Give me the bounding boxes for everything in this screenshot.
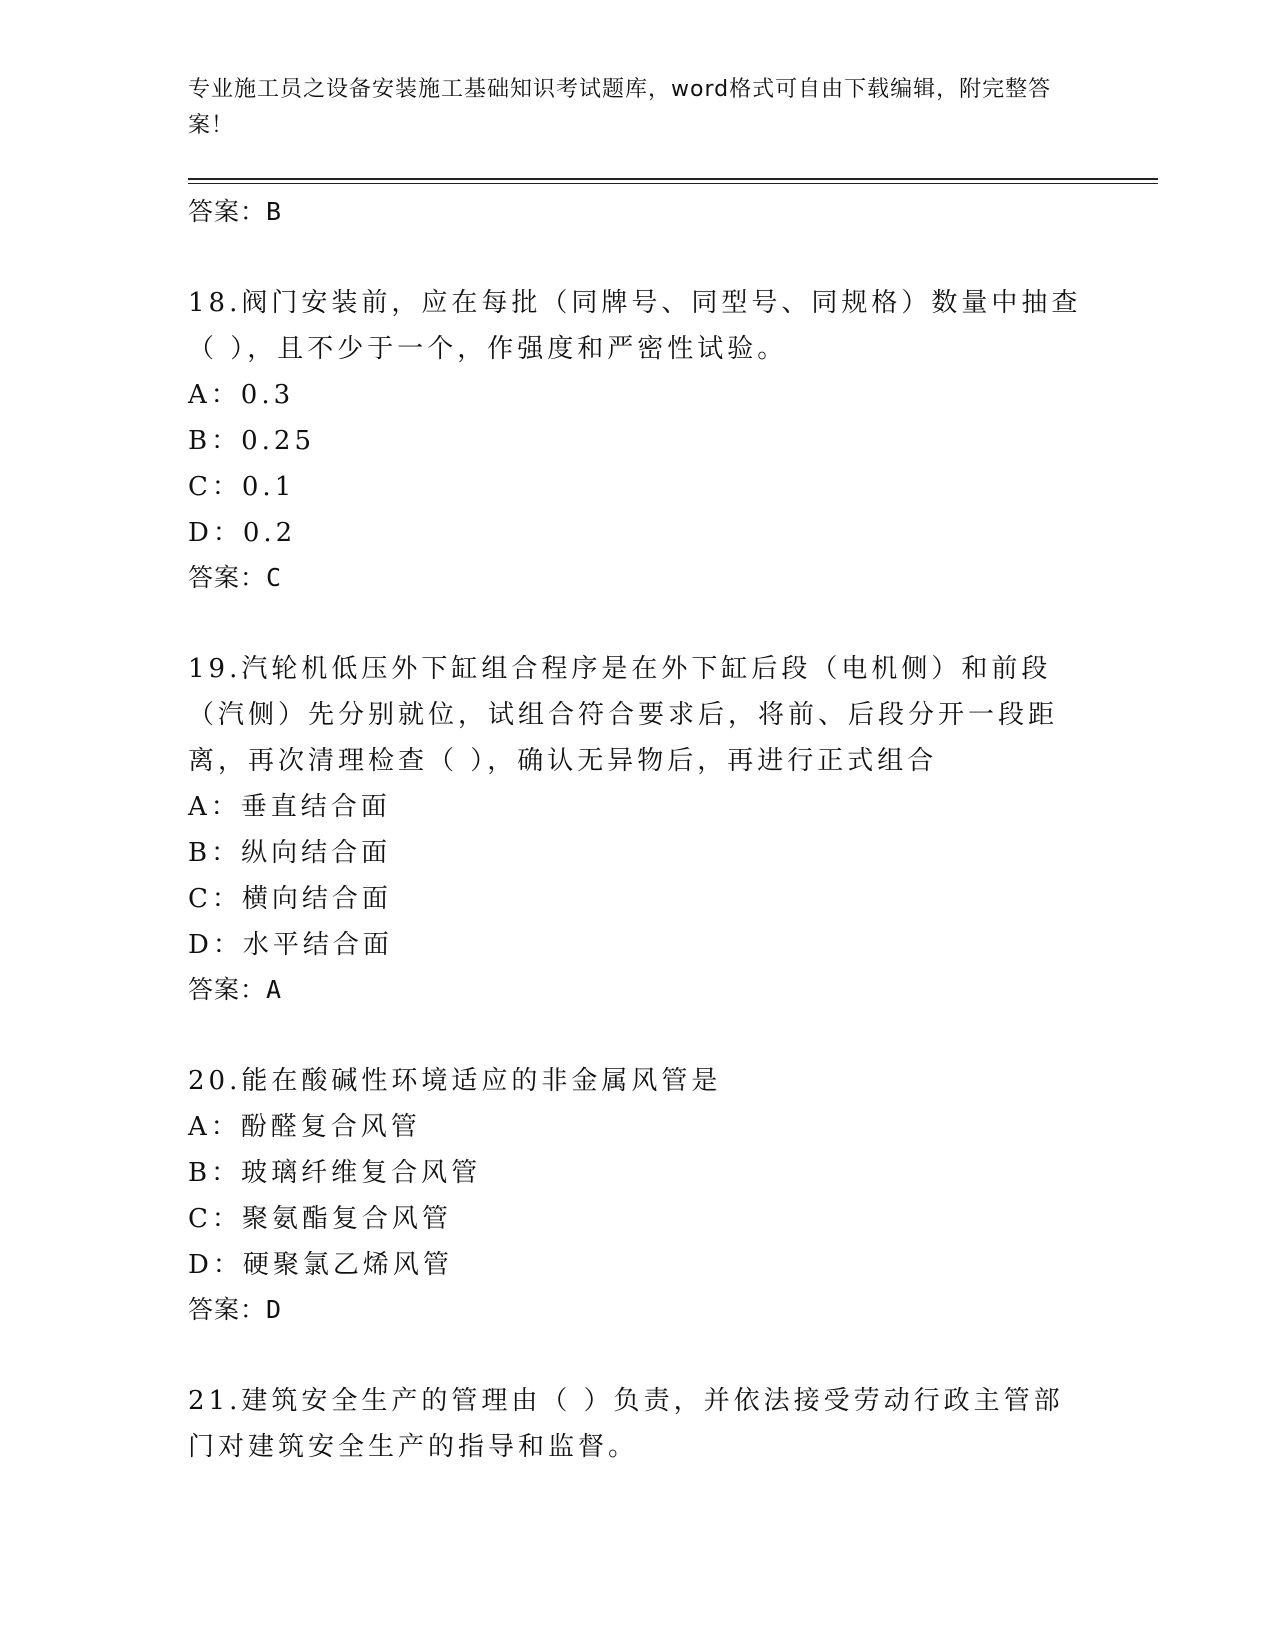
answer-line (188, 1288, 1088, 1332)
question-list (188, 190, 1088, 1470)
option-b: B：玻璃纤维复合风管 (188, 1158, 482, 1188)
option-d: D：0.2 (188, 518, 297, 548)
question-item (188, 280, 1088, 600)
option-c: C：0.1 (188, 472, 296, 502)
answer-label: 答案： (188, 975, 267, 1004)
question-item (188, 646, 1088, 1012)
answer-line (188, 968, 1088, 1012)
option-d: D：水平结合面 (188, 930, 393, 960)
question-text: 19.汽轮机低压外下缸组合程序是在外下缸后段（电机侧）和前段（汽侧）先分别就位，试组合符合要求后，将前、后段分开一段距离，再次清理检查（ ），确认无异物后，再进行正式组合 (188, 654, 1059, 776)
header-divider (188, 178, 1158, 180)
question-text: 18.阀门安装前，应在每批（同牌号、同型号、同规格）数量中抽查（ ），且不少于一个，作强度和严密性试验。 (188, 288, 1082, 364)
option-c: C：聚氨酯复合风管 (188, 1204, 452, 1234)
option-a: A：垂直结合面 (188, 792, 391, 822)
option-c: C：横向结合面 (188, 884, 392, 914)
question-item (188, 1058, 1088, 1332)
answer-line (188, 556, 1088, 600)
document-header: 专业施工员之设备安装施工基础知识考试题库，word格式可自由下载编辑，附完整答案！ (188, 77, 1052, 138)
question-text: 20.能在酸碱性环境适应的非金属风管是 (188, 1066, 722, 1096)
option-b: B：0.25 (188, 426, 315, 456)
option-d: D：硬聚氯乙烯风管 (188, 1250, 453, 1280)
answer-line (188, 190, 1088, 234)
option-b: B：纵向结合面 (188, 838, 392, 868)
answer-value: B (266, 197, 283, 226)
answer-label: 答案： (188, 1295, 267, 1324)
answer-label: 答案： (188, 563, 267, 592)
answer-label: 答案： (188, 197, 267, 226)
answer-value: D (266, 1295, 283, 1324)
answer-value: C (266, 563, 283, 592)
answer-value: A (266, 975, 283, 1004)
question-item (188, 1378, 1088, 1470)
option-a: A：0.3 (188, 380, 295, 410)
question-text: 21.建筑安全生产的管理由（ ）负责，并依法接受劳动行政主管部门对建筑安全生产的指导和监督。 (188, 1386, 1064, 1462)
option-a: A：酚醛复合风管 (188, 1112, 421, 1142)
header-divider-thin (188, 183, 1158, 184)
